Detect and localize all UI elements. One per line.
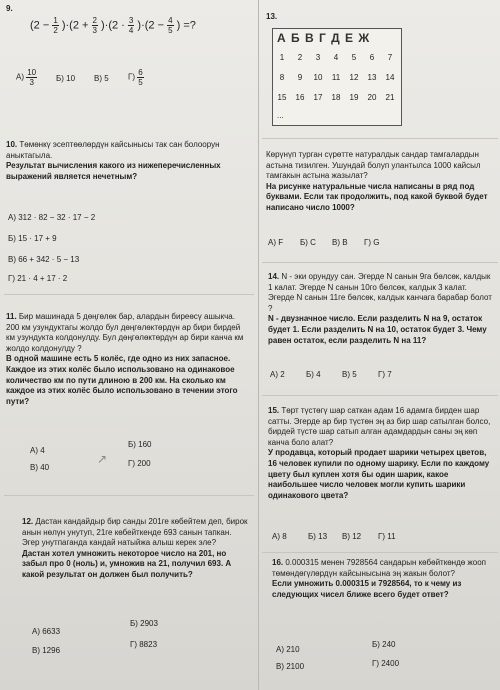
question-number: 11.	[6, 312, 17, 321]
question-14	[268, 272, 494, 346]
q15-option-b[interactable]: Б) 13	[308, 532, 328, 541]
question-number: 9.	[6, 4, 13, 13]
question-13-number: 13.	[266, 12, 278, 21]
question-16	[272, 558, 494, 600]
q11-option-b[interactable]: Б) 160	[128, 440, 152, 449]
letter-header: А Б В Г Д Е Ж	[277, 31, 371, 45]
question-number: 10.	[6, 140, 18, 149]
q15-option-g[interactable]: Г) 11	[378, 532, 396, 541]
question-number: 16.	[272, 558, 284, 567]
divider	[4, 294, 254, 295]
divider	[4, 495, 254, 496]
q12-option-v[interactable]: В) 1296	[32, 646, 61, 655]
question-9	[6, 4, 251, 104]
q14-option-v[interactable]: В) 5	[342, 370, 357, 379]
question-text-kg: Төрт түстөгү шар саткан адам 16 адамга бирден шар сатты. Эгерде ар бир түстөн эң аз бир шар сатылган болсо, бирдей түстө шар сатып алган адамдардын саны эң көп канча боло алат?	[268, 406, 491, 447]
question-text-kg: Дастан кандайдыр бир санды 201ге көбейтем деп, бирок анын нөлүн унутуп, 21ге көбейткенде 693 санын тапкан. Эгер унутпаганда кандай натыйжа алыш керек эле?	[22, 517, 248, 548]
question-10	[6, 140, 248, 182]
q12-option-b[interactable]: Б) 2903	[130, 619, 158, 628]
question-text-ru: На рисунке натуральные числа написаны в ряд под буквами. Если так продолжить, под какой буквой будет написано число 1000?	[266, 181, 488, 212]
q14-option-b[interactable]: Б) 4	[306, 370, 321, 379]
q15-option-v[interactable]: В) 12	[342, 532, 362, 541]
question-number: 12.	[22, 517, 34, 526]
question-text-ru: У продавца, который продает шарики четырех цветов, 16 человек купили по одному шарику. Если по каждому цвету был куплен хотя бы один шарик, какое наибольшее число человек могли купить шарики одинакового цвета?	[268, 448, 490, 500]
q10-option-b[interactable]: Б) 15 · 17 + 9	[8, 234, 57, 243]
question-15	[268, 406, 494, 501]
question-text-ru: N - двузначное число. Если разделить N на 9, остаток будет 1. Если разделить N на 10, остаток будет 3. Чему равен остаток, если разделить N на 11?	[268, 314, 487, 345]
question-13	[266, 150, 494, 214]
q16-option-b[interactable]: Б) 240	[372, 640, 396, 649]
question-text-kg: Төмөнкү эсептөөлөрдүн кайсынысы так сан болоорун аныктагыла.	[6, 140, 220, 160]
number-letter-table: А Б В Г Д Е Ж 1 2 3 4 5 6 7 8 9 10 11 12 13 14 15 16 17 18 19 20 21 ...	[272, 28, 402, 126]
q9-expression: (2 − $\frac{1}{2}$ )·(2 + $\frac{2}{3}$ )·(2 · $\frac{3}{4}$ )·(2 − $\frac{4}{5}$ ) =?	[30, 16, 196, 35]
divider	[262, 552, 498, 553]
question-text-kg: N - эки орундуу сан. Эгерде N санын 9га бөлсөк, калдык 1 калат. Эгерде N санын 10го бөлсөк, калдык 3 калат. Эгерде N санын 11ге бөлсөк, калдык канчага барабар болот ?	[268, 272, 492, 313]
question-number: 14.	[268, 272, 280, 281]
option-g[interactable]: Г) $\frac{6}{5}$	[128, 68, 143, 87]
question-text-kg: 0.000315 менен 7928564 сандарын көбөйткөндө жооп төмөндөгүлөрдүн кайсынысына эң жакын болот?	[272, 558, 486, 578]
question-text-ru: Если умножить 0.000315 и 7928564, то к чему из следующих чисел ближе всего будет ответ?	[272, 579, 462, 599]
pencil-mark-icon: ↗	[97, 452, 108, 466]
question-12	[22, 517, 248, 581]
q12-option-g[interactable]: Г) 8823	[130, 640, 158, 649]
q10-option-v[interactable]: В) 66 + 342 · 5 − 13	[8, 255, 80, 264]
question-11	[6, 312, 248, 407]
q15-option-a[interactable]: А) 8	[272, 532, 287, 541]
divider	[262, 138, 498, 139]
divider	[262, 262, 498, 263]
option-v[interactable]: В) 5	[94, 74, 109, 83]
q13-option-a[interactable]: А) F	[268, 238, 284, 247]
q14-option-a[interactable]: А) 2	[270, 370, 285, 379]
question-number: 15.	[268, 406, 280, 415]
q16-option-v[interactable]: В) 2100	[276, 662, 305, 671]
q16-option-g[interactable]: Г) 2400	[372, 659, 400, 668]
q14-option-g[interactable]: Г) 7	[378, 370, 392, 379]
question-text-kg: Көрүнүп турган сүрөтте натуралдык сандар тамгалардын астына тизилген. Ушундай болуп улантылса 1000 кайсыл тамгакын астына жазылат?	[266, 150, 481, 181]
question-text-ru: Результат вычисления какого из нижеперечисленных выражений является нечетным?	[6, 161, 221, 181]
column-divider	[258, 0, 259, 690]
question-text-kg: Бир машинада 5 дөңгөлөк бар, алардын биреөсү ашыкча. 200 км узундуктагы жолдо бул дөңгөлөктөрдүн ар бири бирдей км узундукта колдонулду. Бул дөңгөлөктөрдүн ар бири канча км жолдо колдонулду ?	[6, 312, 244, 353]
q11-option-v[interactable]: В) 40	[30, 463, 50, 472]
q11-option-a[interactable]: А) 4	[30, 446, 45, 455]
q16-option-a[interactable]: А) 210	[276, 645, 300, 654]
q10-option-a[interactable]: А) 312 · 82 − 32 · 17 − 2	[8, 213, 96, 222]
q10-option-g[interactable]: Г) 21 · 4 + 17 · 2	[8, 274, 68, 283]
divider	[262, 395, 498, 396]
q13-option-v[interactable]: В) В	[332, 238, 348, 247]
q13-option-g[interactable]: Г) G	[364, 238, 380, 247]
q11-option-g[interactable]: Г) 200	[128, 459, 151, 468]
question-text-ru: Дастан хотел умножить некоторое число на 201, но забыл про 0 (ноль) и, умножив на 21, получил 693. А какой результат он должен был получить?	[22, 548, 232, 579]
option-b[interactable]: Б) 10	[56, 74, 76, 83]
table-continuation: ...	[277, 111, 284, 120]
option-a[interactable]: А) $\frac{10}{3}$	[16, 68, 37, 87]
question-text-ru: В одной машине есть 5 колёс, где одно из них запасное. Каждое из этих колёс было использовано на одинаковое количество км по пути длиною в 200 км. На сколько км каждое из этих колёс было использовано в течении этого пути?	[6, 354, 238, 406]
q12-option-a[interactable]: А) 6633	[32, 627, 61, 636]
q13-option-b[interactable]: Б) C	[300, 238, 316, 247]
